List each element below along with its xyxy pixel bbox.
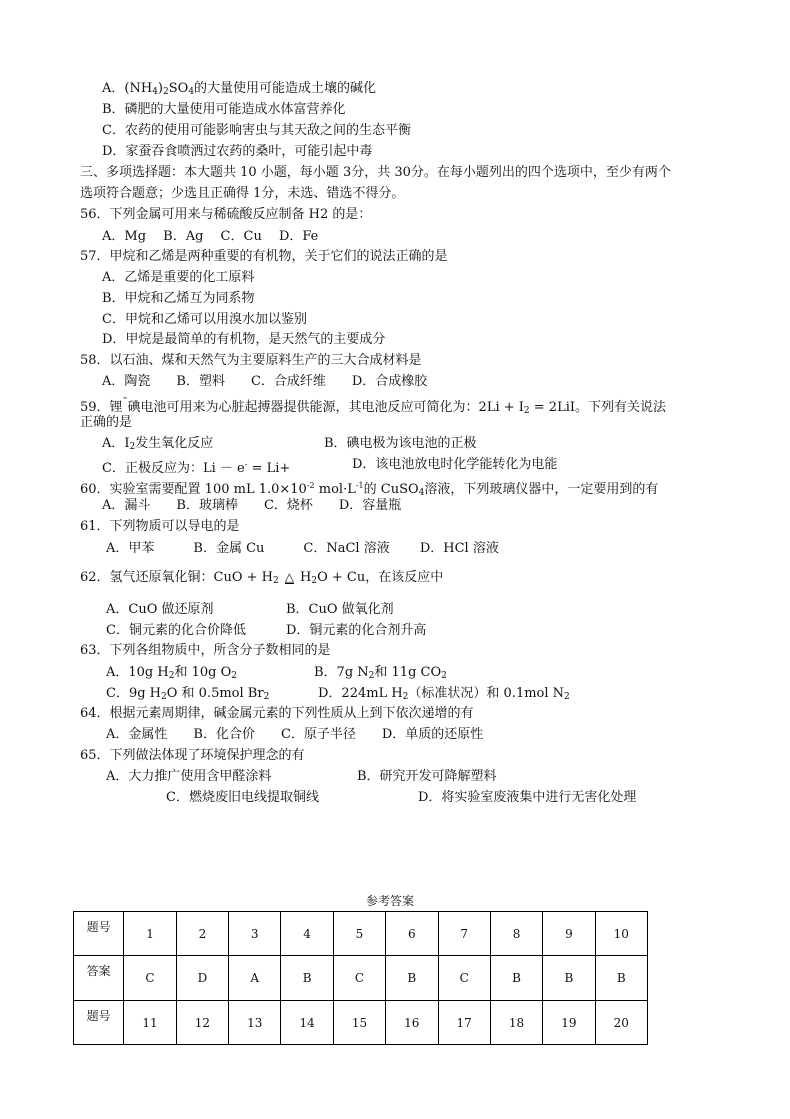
q65-option-c: C．燃烧废旧电线提取铜线: [166, 790, 319, 805]
table-cell: 2: [176, 912, 228, 956]
q62-option-b: B．CuO 做氧化剂: [286, 602, 394, 617]
table-cell: D: [176, 956, 228, 1001]
q62-option-d: D．铜元素的化合剂升高: [286, 623, 427, 638]
q65-option-a: A．大力推广使用含甲醛涂料: [106, 769, 272, 784]
table-cell: B: [386, 956, 438, 1001]
q56-options: A．Mg B．Ag C．Cu D．Fe: [102, 229, 319, 244]
table-cell: A: [229, 956, 281, 1001]
table-cell: 19: [543, 1001, 595, 1045]
q55-option-c: C．农药的使用可能影响害虫与其天敌之间的生态平衡: [102, 123, 411, 138]
q60-stem: 60．实验室需要配置 100 mL $1.0\times 10^{-2}$ $mol\cdot L^{-1}$的 CuSO4溶液，下列玻璃仪器中，一定要用到的有: [80, 481, 659, 498]
answer-key-title: 参考答案: [366, 894, 415, 908]
q57-option-b: B．甲烷和乙烯互为同系物: [102, 291, 255, 306]
table-cell: B: [490, 956, 542, 1001]
q65-option-d: D．将实验室废液集中进行无害化处理: [418, 790, 637, 805]
table-row: [74, 1001, 648, 1045]
table-cell: 1: [124, 912, 176, 956]
table-cell: 11: [124, 1001, 176, 1045]
q65-stem: 65．下列做法体现了环境保护理念的有: [80, 748, 305, 763]
table-cell: 3: [229, 912, 281, 956]
q61-options: A．甲苯 B．金属 Cu C．NaCl 溶液 D．HCl 溶液: [106, 541, 499, 556]
table-row: [74, 956, 648, 1001]
q65-option-b: B．研究开发可降解塑料: [357, 769, 497, 784]
q64-stem: 64．根据元素周期律，碱金属元素的下列性质从上到下依次递增的有: [80, 706, 474, 721]
q59-stem-line2: 正确的是: [80, 415, 133, 430]
table-cell: 9: [543, 912, 595, 956]
q59-option-b: B．碘电极为该电池的正极: [324, 436, 477, 451]
section3-heading-line2: 选项符合题意；少选且正确得 1分，未选、错选不得分。: [80, 186, 405, 201]
table-cell: 13: [229, 1001, 281, 1045]
table-cell: 8: [490, 912, 542, 956]
q57-stem: 57．甲烷和乙烯是两种重要的有机物，关于它们的说法正确的是: [80, 249, 448, 264]
q55-option-b: B．磷肥的大量使用可能造成水体富营养化: [102, 102, 346, 117]
q55-option-d: D．家蚕吞食喷洒过农药的桑叶，可能引起中毒: [102, 144, 373, 159]
q57-option-a: A．乙烯是重要的化工原料: [102, 270, 255, 285]
q60-options: A．漏斗 B．玻璃棒 C．烧杯 D．容量瓶: [102, 498, 402, 513]
table-cell: C: [333, 956, 385, 1001]
q58-stem: 58．以石油、煤和天然气为主要原料生产的三大合成材料是: [80, 353, 422, 368]
q55-option-a: A．(NH4)2SO4的大量使用可能造成土壤的碱化: [102, 81, 377, 97]
table-cell: 5: [333, 912, 385, 956]
table-cell: 12: [176, 1001, 228, 1045]
table-cell: 14: [281, 1001, 333, 1045]
q57-option-c: C．甲烷和乙烯可以用溴水加以鉴别: [102, 312, 307, 327]
q62-option-c: C．铜元素的化合价降低: [106, 623, 246, 638]
q64-options: A．金属性 B．化合价 C．原子半径 D．单质的还原性: [106, 727, 484, 742]
table-cell: B: [281, 956, 333, 1001]
heat-symbol: △: [284, 570, 294, 584]
q63-option-b: B．7g N2和 11g CO2: [314, 665, 447, 681]
q59-option-d: D．该电池放电时化学能转化为电能: [352, 457, 558, 472]
table-cell: 6: [386, 912, 438, 956]
table-cell: B: [595, 956, 647, 1001]
q63-option-c: C．9g H2O 和 0.5mol Br2: [106, 686, 270, 702]
row-label: 题号: [74, 912, 124, 956]
q62-stem: 62．氢气还原氧化铜：CuO + H2 △ H2O + Cu，在该反应中: [80, 570, 444, 586]
table-cell: B: [543, 956, 595, 1001]
q62-option-a: A．CuO 做还原剂: [106, 602, 214, 617]
q59-option-c: C．正极反应为：Li － e- = Li+: [102, 460, 291, 476]
q63-stem: 63．下列各组物质中，所含分子数相同的是: [80, 643, 331, 658]
answer-key-table: [73, 911, 648, 1045]
table-cell: 10: [595, 912, 647, 956]
q63-option-a: A．10g H2和 10g O2: [106, 665, 237, 681]
table-row: [74, 912, 648, 956]
table-cell: 18: [490, 1001, 542, 1045]
q58-options: A．陶瓷 B．塑料 C．合成纤维 D．合成橡胶: [102, 374, 428, 389]
table-cell: 7: [438, 912, 490, 956]
q63-option-d: D．224mL H2（标准状况）和 0.1mol N2: [318, 686, 570, 702]
table-cell: 16: [386, 1001, 438, 1045]
q61-stem: 61．下列物质可以导电的是: [80, 519, 240, 534]
row-label: 答案: [74, 956, 124, 1001]
table-cell: 17: [438, 1001, 490, 1045]
q59-option-a: A．I2发生氧化反应: [102, 436, 214, 452]
table-cell: 4: [281, 912, 333, 956]
table-cell: 20: [595, 1001, 647, 1045]
q59-stem: 59．锂˜碘电池可用来为心脏起搏器提供能源，其电池反应可简化为：2Li + I2 = 2LiI。下列有关说法: [80, 397, 666, 416]
table-cell: 15: [333, 1001, 385, 1045]
row-label: 题号: [74, 1001, 124, 1045]
q56-stem: 56．下列金属可用来与稀硫酸反应制备 H2 的是：: [80, 207, 372, 222]
table-cell: C: [124, 956, 176, 1001]
table-cell: C: [438, 956, 490, 1001]
q57-option-d: D．甲烷是最简单的有机物，是天然气的主要成分: [102, 332, 386, 347]
section3-heading: 三、多项选择题：本大题共 10 小题，每小题 3分，共 30分。在每小题列出的四个选项中，至少有两个: [80, 165, 671, 180]
